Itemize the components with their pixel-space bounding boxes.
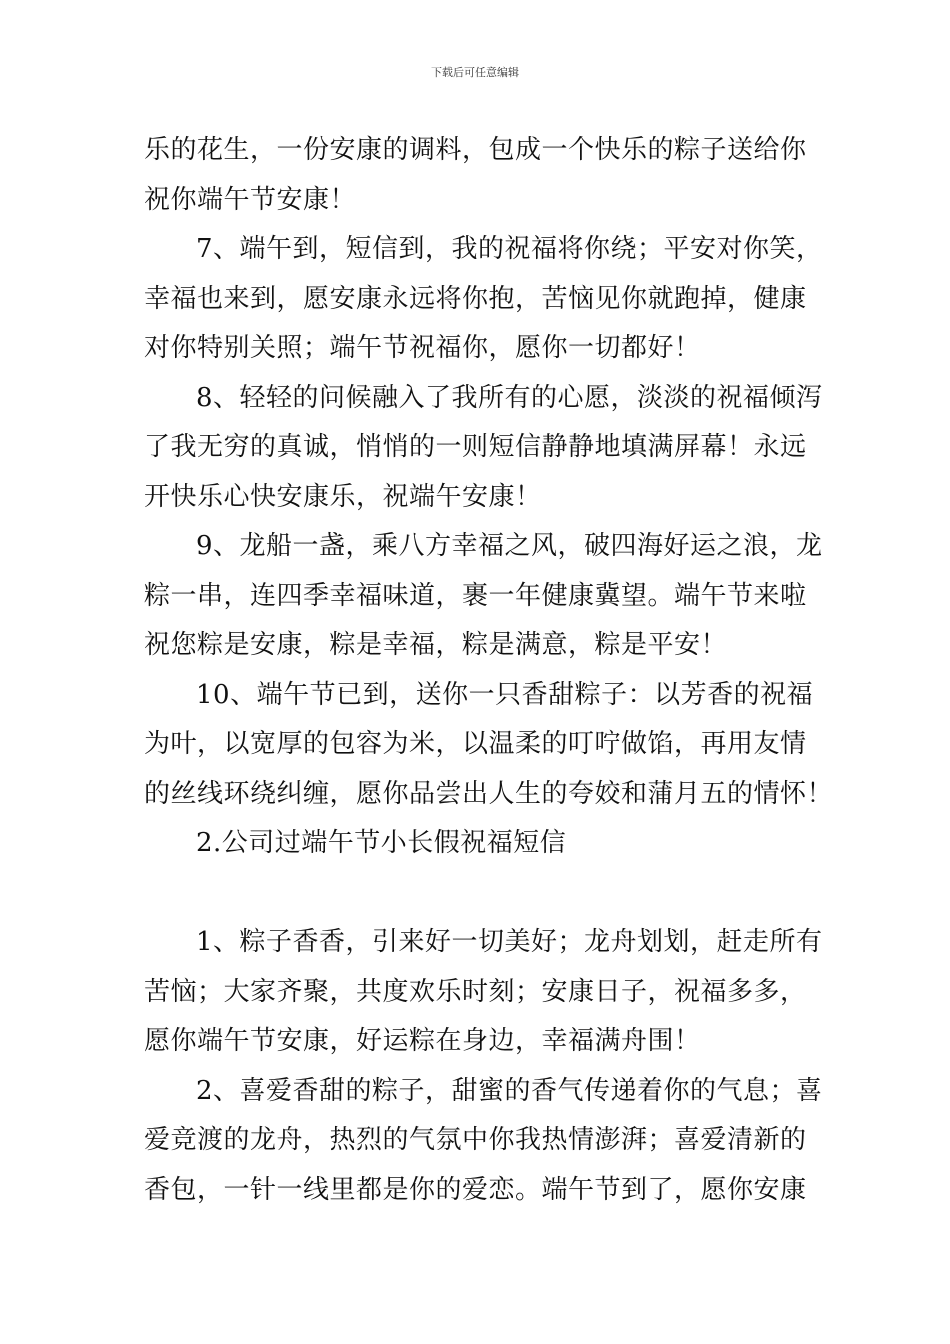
paragraph-item-2: 2、喜爱香甜的粽子，甜蜜的香气传递着你的气息；喜 [196, 1075, 823, 1106]
paragraph-item-1: 1、粽子香香，引来好一切美好；龙舟划划，赶走所有 [196, 927, 823, 957]
text-line: 开快乐心快安康乐，祝端午安康！ [144, 481, 542, 512]
text-line: 的丝线环绕纠缠，愿你品尝出人生的夸姣和蒲月五的情怀！ [144, 778, 834, 809]
text-line: 对你特别关照；端午节祝福你，愿你一切都好！ [144, 333, 701, 363]
page-header: 下载后可任意编辑 [431, 66, 519, 79]
paragraph-item-8: 8、轻轻的问候融入了我所有的心愿，淡淡的祝福倾泻 [196, 382, 823, 413]
text-line: 愿你端午节安康，好运粽在身边，幸福满舟围！ [144, 1026, 701, 1056]
blank-line [144, 869, 816, 919]
document-body [144, 126, 834, 1215]
paragraph-item-9: 9、龙船一盏，乘八方幸福之风，破四海好运之浪，龙 [196, 531, 823, 561]
text-line: 祝您粽是安康，粽是幸福，粽是满意，粽是平安！ [144, 630, 728, 660]
text-line: 了我无穷的真诚，悄悄的一则短信静静地填满屏幕！永远 [144, 432, 807, 462]
text-line: 幸福也来到，愿安康永远将你抱，苦恼见你就跑掉，健康 [144, 283, 807, 314]
text-line: 乐的花生，一份安康的调料，包成一个快乐的粽子送给你 [144, 135, 807, 165]
text-line: 苦恼；大家齐聚，共度欢乐时刻；安康日子，祝福多多， [144, 976, 807, 1007]
text-line: 为叶，以宽厚的包容为米，以温柔的叮咛做馅，再用友情 [144, 729, 807, 759]
section-heading: 2.公司过端午节小长假祝福短信 [196, 828, 567, 858]
text-line: 粽一串，连四季幸福味道，裹一年健康冀望。端午节来啦 [144, 580, 807, 611]
text-line: 祝你端午节安康！ [144, 184, 357, 215]
paragraph-item-7: 7、端午到，短信到，我的祝福将你绕；平安对你笑， [196, 234, 823, 264]
paragraph-item-10: 10、端午节已到，送你一只香甜粽子：以芳香的祝福 [196, 679, 814, 710]
text-line: 香包，一针一线里都是你的爱恋。端午节到了，愿你安康 [144, 1174, 807, 1205]
text-line: 爱竞渡的龙舟，热烈的气氛中你我热情澎湃；喜爱清新的 [144, 1125, 807, 1155]
